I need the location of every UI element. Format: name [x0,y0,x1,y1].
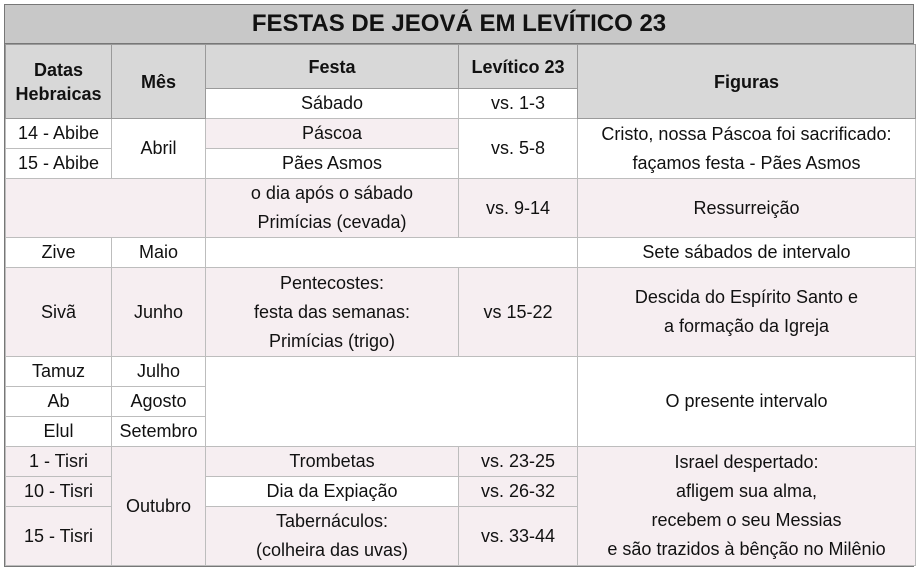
table-row [6,268,916,357]
data-cell: 14 - Abibe [6,119,112,149]
feasts-document [4,4,914,567]
festa-cell: o dia após o sábado Primícias (cevada) [206,179,459,238]
table-row [6,447,916,477]
figura-cell: Sete sábados de intervalo [578,238,916,268]
festa-cell-empty [206,357,578,447]
figura-cell: O presente intervalo [578,357,916,447]
header-datas: Datas Hebraicas [6,45,112,119]
feasts-table [5,44,916,566]
header-figuras: Figuras [578,45,916,119]
data-cell: Zive [6,238,112,268]
data-cell: 1 - Tisri [6,447,112,477]
mes-cell: Julho [112,357,206,387]
table-row [6,357,916,387]
festa-cell: Pães Asmos [206,149,459,179]
festa-cell: Tabernáculos: (colheira das uvas) [206,507,459,566]
header-mes: Mês [112,45,206,119]
festa-cell-empty [206,238,578,268]
table-row [6,119,916,149]
verses-cell: vs. 26-32 [459,477,578,507]
data-cell: 15 - Tisri [6,507,112,566]
verses-cell: vs. 23-25 [459,447,578,477]
verses-cell: vs. 33-44 [459,507,578,566]
festa-cell: Trombetas [206,447,459,477]
mes-cell: Abril [112,119,206,179]
verses-cell: vs 15-22 [459,268,578,357]
figura-cell: Descida do Espírito Santo e a formação da Igreja [578,268,916,357]
festa-cell: Sábado [206,89,459,119]
festa-cell: Páscoa [206,119,459,149]
mes-cell: Junho [112,268,206,357]
data-cell-empty [6,179,206,238]
data-cell: Sivã [6,268,112,357]
header-levitico: Levítico 23 [459,45,578,89]
mes-cell: Agosto [112,387,206,417]
festa-cell: Dia da Expiação [206,477,459,507]
verses-cell: vs. 5-8 [459,119,578,179]
table-row [6,179,916,238]
data-cell: Ab [6,387,112,417]
feasts-table-frame [4,44,914,567]
verses-cell: vs. 1-3 [459,89,578,119]
figura-cell: Israel despertado: afligem sua alma, recebem o seu Messias e são trazidos à bênção no Milênio [578,447,916,566]
data-cell: 15 - Abibe [6,149,112,179]
data-cell: Tamuz [6,357,112,387]
page-title: FESTAS DE JEOVÁ EM LEVÍTICO 23 [4,4,914,44]
mes-cell: Maio [112,238,206,268]
figura-cell: Ressurreição [578,179,916,238]
table-row [6,238,916,268]
figura-cell: Cristo, nossa Páscoa foi sacrificado: façamos festa - Pães Asmos [578,119,916,179]
mes-cell: Outubro [112,447,206,566]
festa-cell: Pentecostes: festa das semanas: Primícias (trigo) [206,268,459,357]
verses-cell: vs. 9-14 [459,179,578,238]
header-festa: Festa [206,45,459,89]
mes-cell: Setembro [112,417,206,447]
header-row [6,45,916,89]
data-cell: 10 - Tisri [6,477,112,507]
data-cell: Elul [6,417,112,447]
